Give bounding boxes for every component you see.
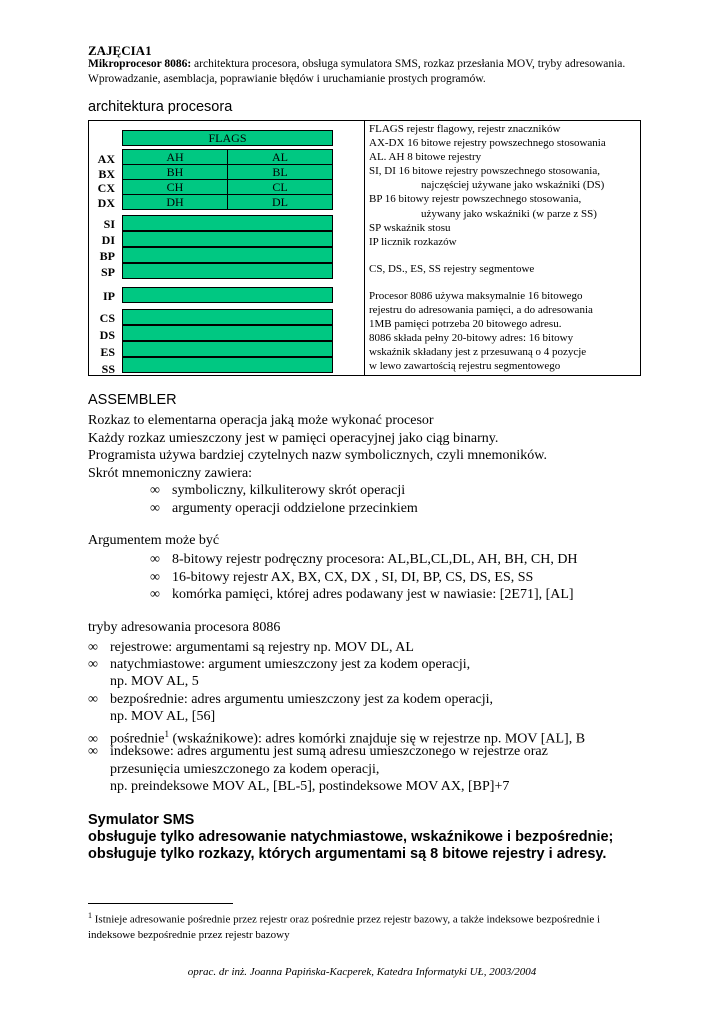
register-bp — [122, 247, 333, 263]
reg-label-si: SI — [103, 217, 115, 231]
register-cl: CL — [227, 179, 333, 195]
reg-label-sp: SP — [100, 265, 115, 279]
register-sp — [122, 263, 333, 279]
list-item: ∞ pośrednie$^1$ (wskaźnikowe): adres komórki znajduje się w rejestrze np. MOV [AL], B — [88, 729, 586, 747]
list-item: ∞ bezpośrednie: adres argumentu umieszczony jest za kodem operacji, — [88, 692, 494, 707]
list-item: ∞ komórka pamięci, której adres podawany jest w nawiasie: [2E71], [AL] — [150, 587, 574, 602]
register-dh: DH — [122, 194, 228, 210]
reg-label-cs: CS — [99, 311, 115, 325]
list-item: ∞ 8-bitowy rejestr podręczny procesora: AL,BL,CL,DL, AH, BH, CH, DH — [150, 552, 578, 567]
reg-label-dx: DX — [97, 196, 115, 210]
register-descriptions: FLAGS rejestr flagowy, rejestr znaczników AX-DX 16 bitowe rejestry powszechnego stosowania AL. AH 8 bitowe rejestry SI, DI 16 bitowe rejestry powszechnego stosowania, najczęściej używane jako wskaźniki (DS) BP 16 bitowy rejestr powszechnego stosowania, używany jako wskaźniki (w parze z SS) SP wskaźnik stosu IP licznik rozkazów CS, DS., ES, SS rejestry segmentowe Procesor 8086 używa maksymalnie 16 bitowego rejestru do adresowania pamięci, a do adresowania 1MB pamięci potrzeba 20 bitowego adresu. 8086 składa pełny 20-bitowy adres: 16 bitowy wskaźnik składany jest z przesuwaną o 4 pozycje w lewo zawartością rejestru segmentowego — [369, 123, 606, 373]
list-item: ∞ symboliczny, kilkuliterowy skrót operacji — [150, 483, 406, 498]
reg-label-ds: DS — [99, 328, 115, 342]
reg-label-di: DI — [101, 233, 115, 247]
argument-heading: Argumentem może być — [88, 533, 220, 548]
list-item: ∞ 16-bitowy rejestr AX, BX, CX, DX , SI, DI, BP, CS, DS, ES, SS — [150, 570, 534, 585]
register-flags: FLAGS — [122, 130, 333, 146]
register-ip — [122, 287, 333, 303]
list-item: ∞ rejestrowe: argumentami są rejestry np. MOV DL, AL — [88, 640, 414, 655]
register-ss — [122, 357, 333, 373]
register-dl: DL — [227, 194, 333, 210]
register-bl: BL — [227, 164, 333, 180]
reg-label-cx: CX — [97, 181, 115, 195]
footnote: $^1$ Istnieje adresowanie pośrednie przez rejestr oraz pośrednie przez rejestr bazowy, a także indeksowe bezpośrednie i indeksowe bezpośrednie przez rejestr bazowy — [88, 911, 601, 941]
list-item: ∞ indeksowe: adres argumentu jest sumą adresu umieszczonego w rejestrze oraz — [88, 744, 548, 759]
register-bh: BH — [122, 164, 228, 180]
document-subtitle: Mikroprocesor 8086: architektura procesora, obsługa symulatora SMS, rozkaz przesłania MOV, tryby adresowania. Wprowadzanie, asemblacja, poprawianie błędów i uruchamianie prostych programów. — [88, 58, 626, 85]
list-item-cont: np. MOV AL, 5 — [110, 674, 199, 689]
page-footer: oprac. dr inż. Joanna Papińska-Kacperek, Katedra Informatyki UŁ, 2003/2004 — [187, 966, 537, 978]
register-al: AL — [227, 149, 333, 165]
document-title: ZAJĘCIA1 — [88, 43, 152, 58]
list-item-cont: np. MOV AL, [56] — [110, 709, 216, 724]
list-item-cont: np. preindeksowe MOV AL, [BL-5], postindeksowe MOV AX, [BP]+7 — [110, 779, 510, 794]
list-item-cont: przesunięcia umieszczonego za kodem operacji, — [110, 762, 380, 777]
register-si — [122, 215, 333, 231]
footnote-divider — [88, 903, 233, 904]
architecture-heading: architektura procesora — [88, 99, 233, 115]
reg-label-bp: BP — [99, 249, 115, 263]
reg-label-ax: AX — [97, 152, 115, 166]
list-item: ∞ natychmiastowe: argument umieszczony jest za kodem operacji, — [88, 657, 471, 672]
assembler-intro: Rozkaz to elementarna operacja jaką może wykonać procesor Każdy rozkaz umieszczony jest w pamięci operacyjnej jako ciąg binarny. Programista używa bardziej czytelnych nazw symbolicznych, czyli mnemoników. Skrót mnemoniczny zawiera: — [88, 413, 547, 481]
list-item: ∞ argumenty operacji oddzielone przecinkiem — [150, 501, 418, 516]
register-ch: CH — [122, 179, 228, 195]
footnote-ref: 1 — [164, 729, 169, 739]
register-ds — [122, 325, 333, 341]
register-di — [122, 231, 333, 247]
reg-label-es: ES — [100, 345, 115, 359]
register-ah: AH — [122, 149, 228, 165]
register-es — [122, 341, 333, 357]
architecture-table — [88, 120, 641, 376]
reg-label-ss: SS — [101, 362, 115, 376]
sms-section: Symulator SMS obsługuje tylko adresowanie natychmiastowe, wskaźnikowe i bezpośrednie; obsługuje tylko rozkazy, których argumentami są 8 bitowe rejestry i adresy. — [88, 812, 614, 862]
register-cs — [122, 309, 333, 325]
reg-label-ip: IP — [103, 289, 115, 303]
reg-label-bx: BX — [98, 167, 115, 181]
modes-heading: tryby adresowania procesora 8086 — [88, 620, 281, 635]
assembler-heading: ASSEMBLER — [88, 392, 177, 408]
